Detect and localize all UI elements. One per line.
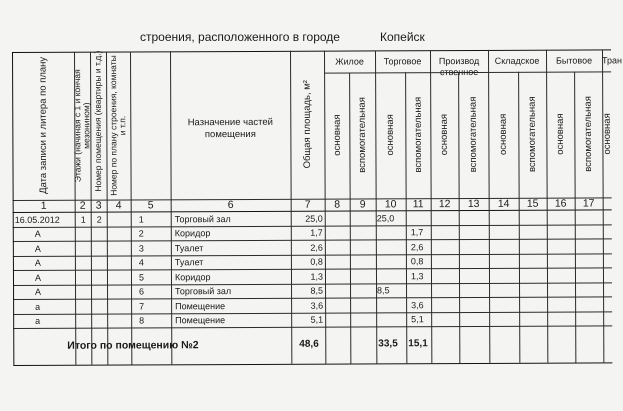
column-number: 9 bbox=[359, 198, 366, 211]
row-purpose: Помещение bbox=[175, 300, 226, 311]
header-city: Копейск bbox=[380, 30, 425, 44]
row-trade-aux: 5,1 bbox=[411, 314, 424, 325]
row-purpose: Помещение bbox=[175, 315, 226, 326]
subheader-auxiliary: вспомогательная bbox=[582, 96, 595, 172]
inventory-table bbox=[12, 49, 623, 377]
row-plan-number: 1 bbox=[138, 213, 144, 224]
header-title: строения, расположенного в городе bbox=[140, 30, 340, 44]
column-number: 17 bbox=[582, 197, 595, 210]
col-header-room: Номер помещения (квартиры и т.д.) bbox=[92, 50, 104, 192]
row-trade-main: 25,0 bbox=[376, 212, 395, 223]
column-number: 10 bbox=[384, 198, 397, 211]
subheader-auxiliary: вспомогательная bbox=[467, 96, 480, 173]
row-plan-number: 4 bbox=[138, 257, 144, 268]
row-purpose: Торговый зал bbox=[175, 286, 232, 297]
row-trade-aux: 3,6 bbox=[411, 299, 424, 310]
row-date: а bbox=[35, 315, 41, 326]
row-date: А bbox=[34, 272, 42, 283]
row-plan-number: 3 bbox=[138, 242, 144, 253]
grid-line bbox=[518, 72, 520, 363]
column-number: 14 bbox=[497, 197, 510, 210]
grid-line bbox=[574, 72, 576, 363]
subheader-main: основная bbox=[438, 113, 450, 156]
row-purpose: Коридор bbox=[174, 271, 211, 282]
group-header-residential: Жилое bbox=[335, 56, 364, 67]
row-purpose: Торговый зал bbox=[174, 213, 231, 224]
row-trade-main: 8,5 bbox=[377, 285, 390, 296]
row-plan-number: 2 bbox=[138, 228, 144, 239]
grid-line bbox=[458, 72, 460, 363]
row-purpose: Коридор bbox=[174, 228, 211, 239]
row-floor: 1 bbox=[80, 214, 86, 225]
column-number: 11 bbox=[412, 198, 424, 211]
row-total-area: 8,5 bbox=[310, 285, 324, 296]
row-date: А bbox=[34, 243, 41, 254]
subheader-auxiliary: вспомогательная bbox=[526, 96, 539, 173]
table-bottom-border bbox=[13, 362, 612, 366]
column-number: 7 bbox=[304, 198, 311, 211]
column-number: 8 bbox=[334, 198, 341, 211]
column-number: 16 bbox=[554, 197, 567, 210]
group-header-transport: Тран bbox=[602, 55, 623, 66]
total-trade-main: 33,5 bbox=[378, 338, 398, 350]
row-plan-number: 7 bbox=[139, 300, 145, 311]
subheader-main: основная bbox=[497, 113, 509, 156]
subheader-main: основная bbox=[601, 113, 613, 155]
row-plan-number: 6 bbox=[139, 286, 145, 297]
subheader-main: основная bbox=[554, 113, 566, 155]
total-label: Итого по помещению №2 bbox=[67, 339, 199, 352]
row-total-area: 5,1 bbox=[310, 314, 324, 325]
column-number: 5 bbox=[147, 199, 154, 212]
row-total-area: 0,8 bbox=[310, 256, 323, 267]
subheader-main: основная bbox=[331, 114, 343, 156]
subheader-auxiliary: вспомогательная bbox=[412, 96, 424, 173]
col-header-date: Дата записи и литера по плану bbox=[37, 56, 50, 194]
row-total-area: 3,6 bbox=[310, 300, 324, 311]
row-trade-aux: 2,6 bbox=[410, 241, 424, 252]
group-header-trade: Торговое bbox=[383, 56, 422, 67]
grid-line bbox=[405, 72, 407, 363]
row-date: А bbox=[34, 257, 41, 268]
column-number: 2 bbox=[79, 199, 86, 212]
group-header-warehouse: Складское bbox=[494, 55, 540, 66]
row-total-area: 2,6 bbox=[310, 242, 323, 253]
column-number: 15 bbox=[526, 197, 539, 210]
column-number: 3 bbox=[95, 199, 102, 212]
row-plan-number: 8 bbox=[139, 315, 145, 326]
column-number: 6 bbox=[227, 199, 234, 212]
grid-line bbox=[13, 325, 612, 329]
row-date: А bbox=[34, 228, 41, 239]
subheader-main: основная bbox=[384, 114, 396, 156]
group-header-production: Производ ственное bbox=[438, 55, 480, 78]
total-trade-aux: 15,1 bbox=[408, 338, 428, 350]
row-trade-aux: 1,7 bbox=[410, 227, 424, 238]
column-number: 1 bbox=[40, 199, 47, 212]
column-number: 4 bbox=[115, 199, 122, 212]
row-total-area: 1,3 bbox=[310, 271, 324, 282]
col-header-purpose: Назначение частей помещения bbox=[187, 116, 273, 141]
column-number: 13 bbox=[467, 197, 480, 211]
row-date: а bbox=[35, 301, 41, 312]
col-header-floor: Этажи (начиная с 1 и кончая мезонином) bbox=[72, 69, 92, 183]
col-header-total-area: Общая площадь, м² bbox=[301, 80, 314, 169]
row-room: 2 bbox=[96, 214, 102, 225]
row-date: А bbox=[35, 286, 42, 297]
total-area-sum: 48,6 bbox=[299, 338, 319, 350]
subheader-auxiliary: вспомогательная bbox=[356, 97, 369, 173]
column-number: 12 bbox=[438, 198, 451, 211]
row-trade-aux: 0,8 bbox=[410, 256, 424, 267]
row-date: 16.05.2012 bbox=[14, 214, 60, 225]
row-purpose: Туалет bbox=[174, 257, 204, 268]
row-purpose: Туалет bbox=[174, 242, 204, 253]
group-header-household: Бытовое bbox=[555, 55, 593, 66]
row-plan-number: 5 bbox=[138, 271, 145, 282]
col-header-plan: Номер по плану строения, комнаты и т.п. bbox=[108, 55, 128, 196]
grid-line bbox=[349, 73, 351, 364]
row-total-area: 1,7 bbox=[310, 227, 323, 238]
row-trade-aux: 1,3 bbox=[410, 270, 424, 281]
row-total-area: 25,0 bbox=[305, 213, 323, 224]
